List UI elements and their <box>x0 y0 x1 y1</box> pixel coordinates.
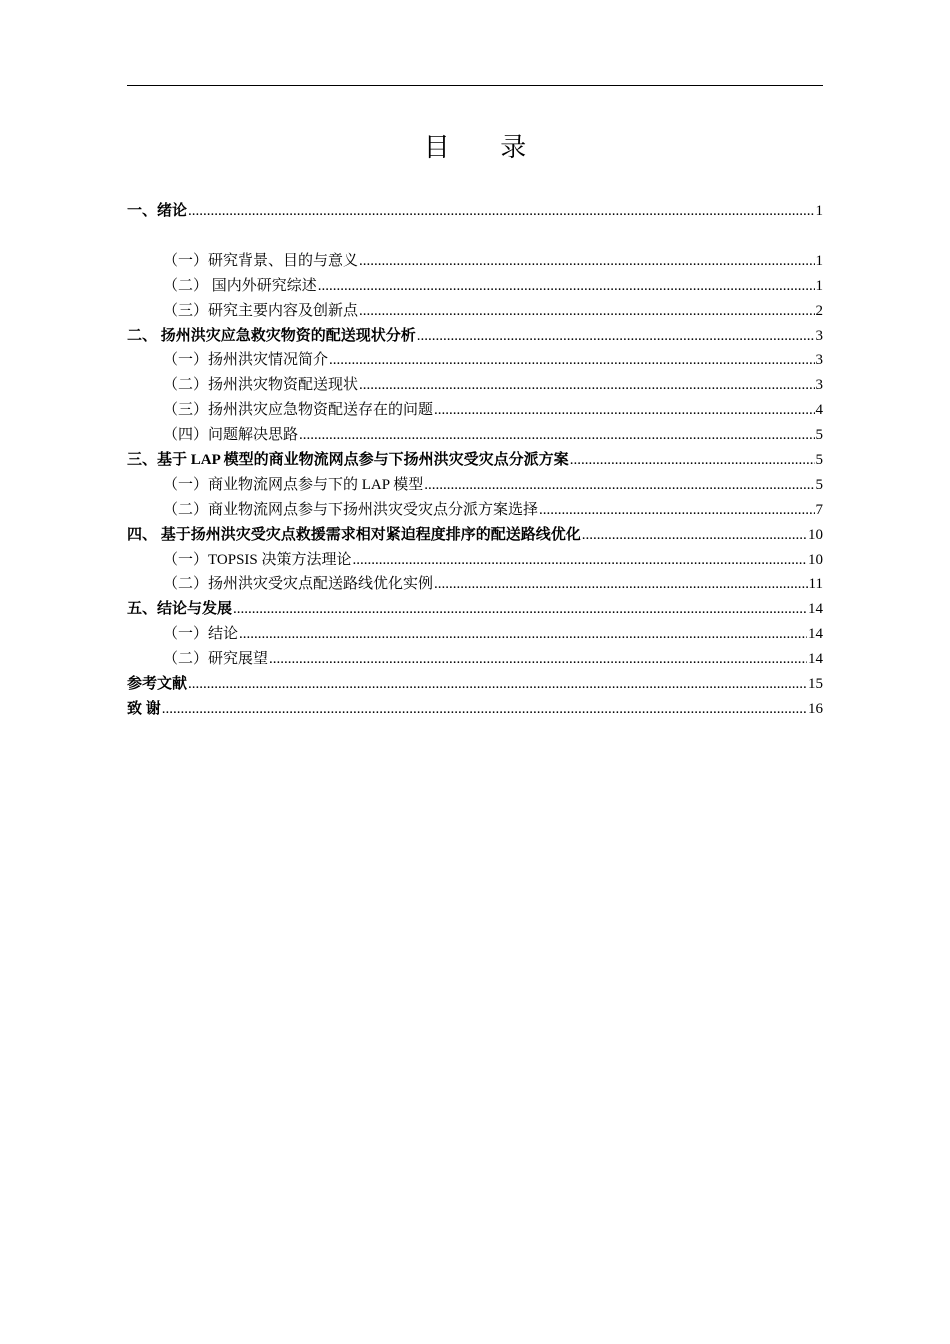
toc-entry-page-number: 10 <box>808 526 823 543</box>
toc-entry-page-number: 5 <box>815 452 823 469</box>
toc-entry-page-number: 16 <box>808 700 823 717</box>
toc-entry-page-number: 5 <box>815 476 823 493</box>
toc-title: 目 录 <box>423 133 549 162</box>
toc-entry-page-number: 3 <box>815 327 823 344</box>
dot-leader <box>359 249 814 274</box>
toc-entry[interactable] <box>127 697 823 722</box>
toc-entry[interactable] <box>127 672 823 697</box>
dot-leader <box>162 697 807 722</box>
toc-entry-title: （一）商业物流网点参与下的 LAP 模型 <box>163 476 424 493</box>
toc-entry[interactable] <box>127 622 823 647</box>
toc-entry-page-number: 14 <box>808 626 823 643</box>
toc-entry-title: （三）扬州洪灾应急物资配送存在的问题 <box>163 402 434 419</box>
toc-entry[interactable] <box>127 199 823 224</box>
dot-leader <box>434 398 814 423</box>
toc-entry[interactable] <box>127 348 823 373</box>
dot-leader <box>359 299 814 324</box>
toc-entry-title: （四）问题解决思路 <box>163 427 299 444</box>
toc-entry-title: 五、结论与发展 <box>127 601 233 618</box>
toc-entry[interactable] <box>127 249 823 274</box>
dot-leader <box>318 274 815 299</box>
toc-entry[interactable] <box>127 398 823 423</box>
toc-entry-page-number: 15 <box>808 676 823 693</box>
toc-entry[interactable] <box>127 423 823 448</box>
dot-leader <box>188 199 814 224</box>
dot-leader <box>424 473 814 498</box>
toc-entry-page-number: 14 <box>808 601 823 618</box>
dot-leader <box>417 324 815 349</box>
toc-entry-title: （一）扬州洪灾情况简介 <box>163 352 329 369</box>
toc-entry-title: 二、 扬州洪灾应急救灾物资的配送现状分析 <box>127 327 416 344</box>
dot-leader <box>359 373 814 398</box>
toc-entry[interactable] <box>127 498 823 523</box>
toc-entry-page-number: 3 <box>815 352 823 369</box>
toc-entry-title: （一）结论 <box>163 626 239 643</box>
toc-entry-title: 一、绪论 <box>127 203 188 219</box>
toc-entry-page-number: 1 <box>815 277 823 294</box>
table-of-contents <box>127 199 823 722</box>
toc-entry-page-number: 2 <box>815 302 823 319</box>
toc-entry-page-number: 4 <box>815 402 823 419</box>
toc-entry-page-number: 1 <box>815 203 823 219</box>
toc-entry[interactable] <box>127 373 823 398</box>
toc-entry-page-number: 5 <box>815 427 823 444</box>
toc-entry-page-number: 7 <box>815 501 823 518</box>
dot-leader <box>434 572 808 597</box>
toc-entry-title: （二）研究展望 <box>163 651 269 668</box>
toc-entry-page-number: 1 <box>815 252 823 269</box>
toc-entry-title: （一）研究背景、目的与意义 <box>163 252 359 269</box>
toc-entry-title: （一）TOPSIS 决策方法理论 <box>163 551 352 568</box>
toc-entry-title: （二）扬州洪灾物资配送现状 <box>163 377 359 394</box>
toc-entry-title: （三）研究主要内容及创新点 <box>163 302 359 319</box>
toc-entry-title: （二）商业物流网点参与下扬州洪灾受灾点分派方案选择 <box>163 501 539 518</box>
toc-entry-title: 三、基于 LAP 模型的商业物流网点参与下扬州洪灾受灾点分派方案 <box>127 452 569 469</box>
dot-leader <box>570 448 815 473</box>
toc-entry[interactable] <box>127 473 823 498</box>
toc-entry-title: （二） 国内外研究综述 <box>163 277 317 294</box>
toc-entry[interactable] <box>127 572 823 597</box>
toc-entry[interactable] <box>127 299 823 324</box>
toc-entry[interactable] <box>127 548 823 573</box>
dot-leader <box>239 622 807 647</box>
dot-leader <box>329 348 814 373</box>
toc-entry[interactable] <box>127 448 823 473</box>
toc-entry[interactable] <box>127 523 823 548</box>
toc-entry[interactable] <box>127 274 823 299</box>
toc-entry-page-number: 14 <box>808 651 823 668</box>
toc-entry-page-number: 10 <box>808 551 823 568</box>
dot-leader <box>539 498 814 523</box>
toc-entry-title: （二）扬州洪灾受灾点配送路线优化实例 <box>163 576 434 593</box>
toc-entry[interactable] <box>127 324 823 349</box>
dot-leader <box>299 423 814 448</box>
header-rule <box>127 85 823 86</box>
toc-entry-page-number: 11 <box>808 576 823 593</box>
dot-leader <box>233 597 807 622</box>
dot-leader <box>353 548 808 573</box>
dot-leader <box>269 647 807 672</box>
toc-entry[interactable] <box>127 647 823 672</box>
toc-entry-title: 四、 基于扬州洪灾受灾点救援需求相对紧迫程度排序的配送路线优化 <box>127 526 581 543</box>
dot-leader <box>188 672 807 697</box>
dot-leader <box>582 523 807 548</box>
toc-entry-title: 参考文献 <box>127 676 188 693</box>
toc-entry[interactable] <box>127 597 823 622</box>
toc-entry-page-number: 3 <box>815 377 823 394</box>
toc-entry-title: 致 谢 <box>127 700 161 717</box>
